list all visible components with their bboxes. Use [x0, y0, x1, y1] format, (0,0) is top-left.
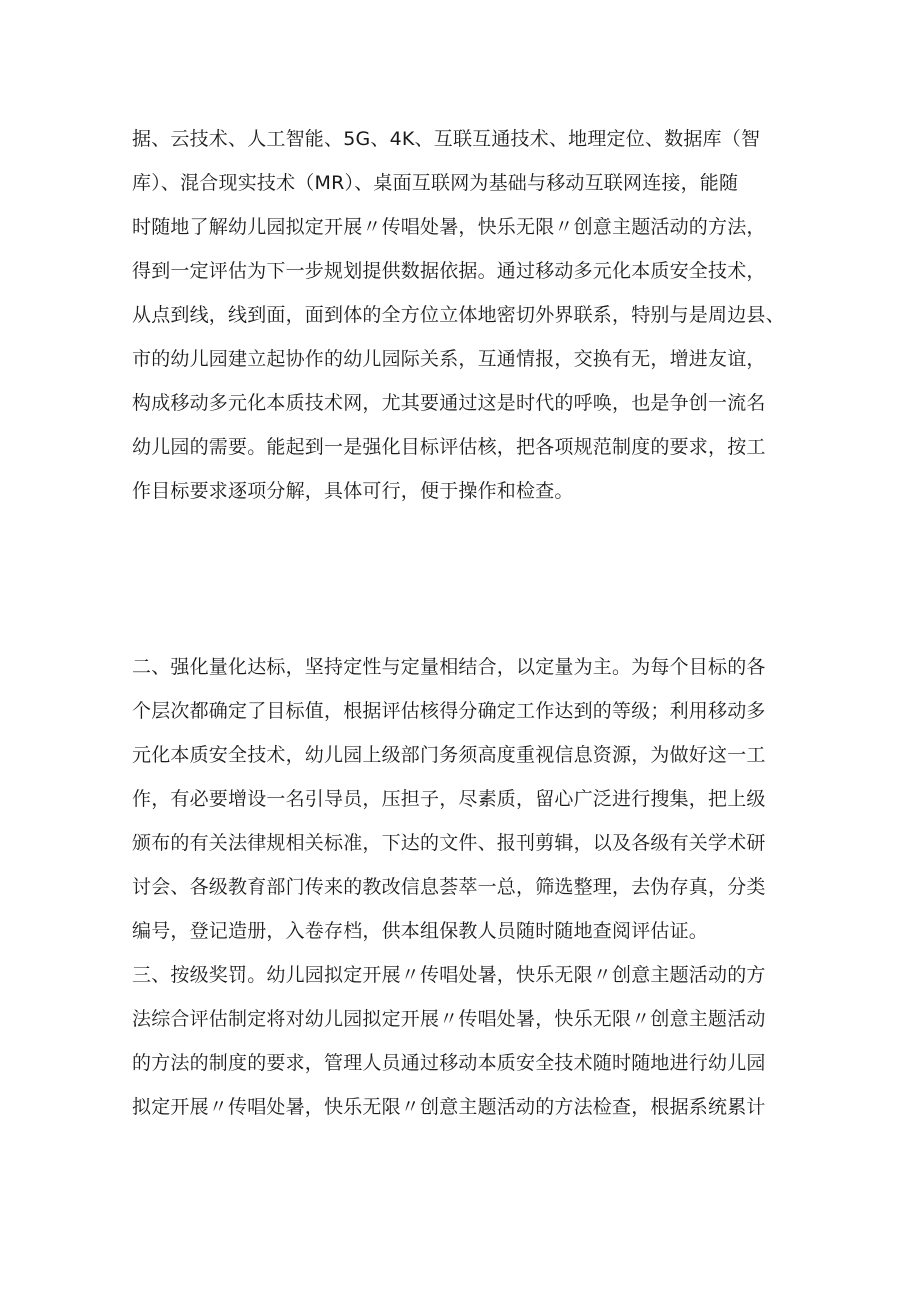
text-line: 讨会、各级教育部门传来的教改信息荟萃一总，筛选整理，去伪存真，分类 [132, 876, 766, 898]
text-line: 的方法的制度的要求，管理人员通过移动本质安全技术随时随地进行幼儿园 [132, 1052, 766, 1074]
text-line: 构成移动多元化本质技术网，尤其要通过这是时代的呼唤，也是争创一流名 [132, 392, 766, 414]
text-line: 从点到线，线到面，面到体的全方位立体地密切外界联系，特别与是周边县、 [132, 304, 785, 326]
paragraphs-2-3 [132, 645, 797, 1129]
text-line: 得到一定评估为下一步规划提供数据依据。通过移动多元化本质安全技术， [132, 260, 766, 282]
text-line: 颁布的有关法律规相关标准，下达的文件、报刊剪辑，以及各级有关学术研 [132, 832, 766, 854]
text-line: 库）、混合现实技术（MR）、桌面互联网为基础与移动互联网连接，能随 [132, 172, 739, 194]
text-line: 幼儿园的需要。能起到一是强化目标评估核，把各项规范制度的要求，按工 [132, 436, 766, 458]
text-line: 拟定开展〃传唱处暑，快乐无限〃创意主题活动的方法检查，根据系统累计 [132, 1096, 766, 1118]
text-line: 据、云技术、人工智能、5G、4K、互联互通技术、地理定位、数据库（智 [132, 128, 761, 150]
text-line: 元化本质安全技术，幼儿园上级部门务须高度重视信息资源，为做好这一工 [132, 744, 766, 766]
text-line: 个层次都确定了目标值，根据评估核得分确定工作达到的等级；利用移动多 [132, 700, 766, 722]
text-line: 市的幼儿园建立起协作的幼儿园际关系，互通情报，交换有无，增进友谊， [132, 348, 766, 370]
text-line: 三、按级奖罚。幼儿园拟定开展〃传唱处暑，快乐无限〃创意主题活动的方 [132, 964, 766, 986]
text-line: 二、强化量化达标，坚持定性与定量相结合，以定量为主。为每个目标的各 [132, 656, 766, 678]
text-line: 时随地了解幼儿园拟定开展〃传唱处暑，快乐无限〃创意主题活动的方法， [132, 216, 766, 238]
paragraph-2 [132, 645, 797, 953]
text-line: 编号，登记造册，入卷存档，供本组保教人员随时随地查阅评估证。 [132, 920, 709, 942]
paragraph-1 [132, 117, 797, 513]
text-line: 作目标要求逐项分解，具体可行，便于操作和检查。 [132, 480, 574, 502]
text-line: 法综合评估制定将对幼儿园拟定开展〃传唱处暑，快乐无限〃创意主题活动 [132, 1008, 766, 1030]
text-line: 作，有必要增设一名引导员，压担子，尽素质，留心广泛进行搜集，把上级 [132, 788, 766, 810]
paragraph-3 [132, 953, 797, 1129]
